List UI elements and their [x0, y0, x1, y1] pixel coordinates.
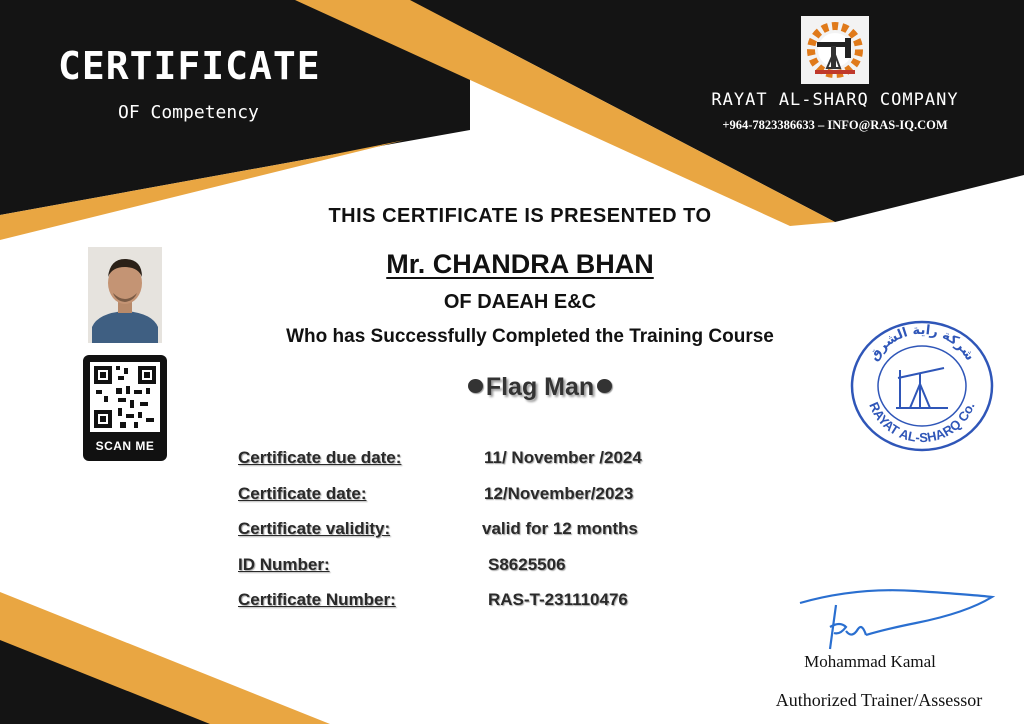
- company-stamp: [848, 316, 996, 452]
- qr-code-card[interactable]: [83, 355, 167, 461]
- company-logo: [801, 16, 869, 84]
- certificate-title: CERTIFICATE: [58, 44, 321, 88]
- qr-code: [90, 362, 160, 432]
- bullet-icon: [468, 379, 483, 393]
- company-name: RAYAT AL-SHARQ COMPANY: [711, 90, 959, 110]
- bullet-icon: [597, 379, 612, 393]
- id-number-value: S8625506: [488, 555, 566, 574]
- certificate-number-value: RAS-T-231110476: [488, 590, 628, 609]
- qr-code-icon: [90, 362, 160, 432]
- recipient-photo: [88, 247, 162, 343]
- validity-value: valid for 12 months: [482, 519, 638, 538]
- company-contact: +964-7823386633 – INFO@RAS-IQ.COM: [722, 118, 948, 132]
- recipient-name: [220, 249, 820, 280]
- person-portrait-icon: [88, 247, 162, 343]
- completion-statement: Who has Successfully Completed the Training Course: [286, 326, 774, 347]
- oil-pump-gear-icon: [801, 16, 869, 84]
- stamp-oil-pump-icon: [896, 368, 948, 408]
- scan-me-label: SCAN ME: [95, 439, 155, 453]
- course-name: Flag Man: [485, 373, 595, 401]
- recipient-name-text: Mr. CHANDRA BHAN: [386, 249, 654, 279]
- presented-to-heading: THIS CERTIFICATE IS PRESENTED TO: [328, 205, 712, 227]
- certificate-number-label: Certificate Number:: [238, 590, 396, 609]
- stamp-english-text: RAYAT AL-SHARQ Co.: [866, 399, 978, 446]
- signatory-name: Mohammad Kamal: [804, 652, 936, 671]
- certificate-subtitle: OF Competency: [118, 102, 259, 123]
- due-date-value: 11/ November /2024: [484, 448, 642, 467]
- certificate-date-value: 12/November/2023: [484, 484, 634, 503]
- validity-label: Certificate validity:: [238, 519, 391, 538]
- signatory-title: Authorized Trainer/Assessor: [775, 690, 983, 710]
- certificate-date-label: Certificate date:: [238, 484, 367, 503]
- id-number-label: ID Number:: [238, 555, 330, 574]
- stamp-arabic-text: شركة راية الشرق: [866, 322, 978, 364]
- handwritten-signature: [796, 583, 996, 655]
- recipient-organization: OF DAEAH E&C: [443, 291, 597, 313]
- course-title: [380, 373, 700, 407]
- due-date-label: Certificate due date:: [238, 448, 402, 467]
